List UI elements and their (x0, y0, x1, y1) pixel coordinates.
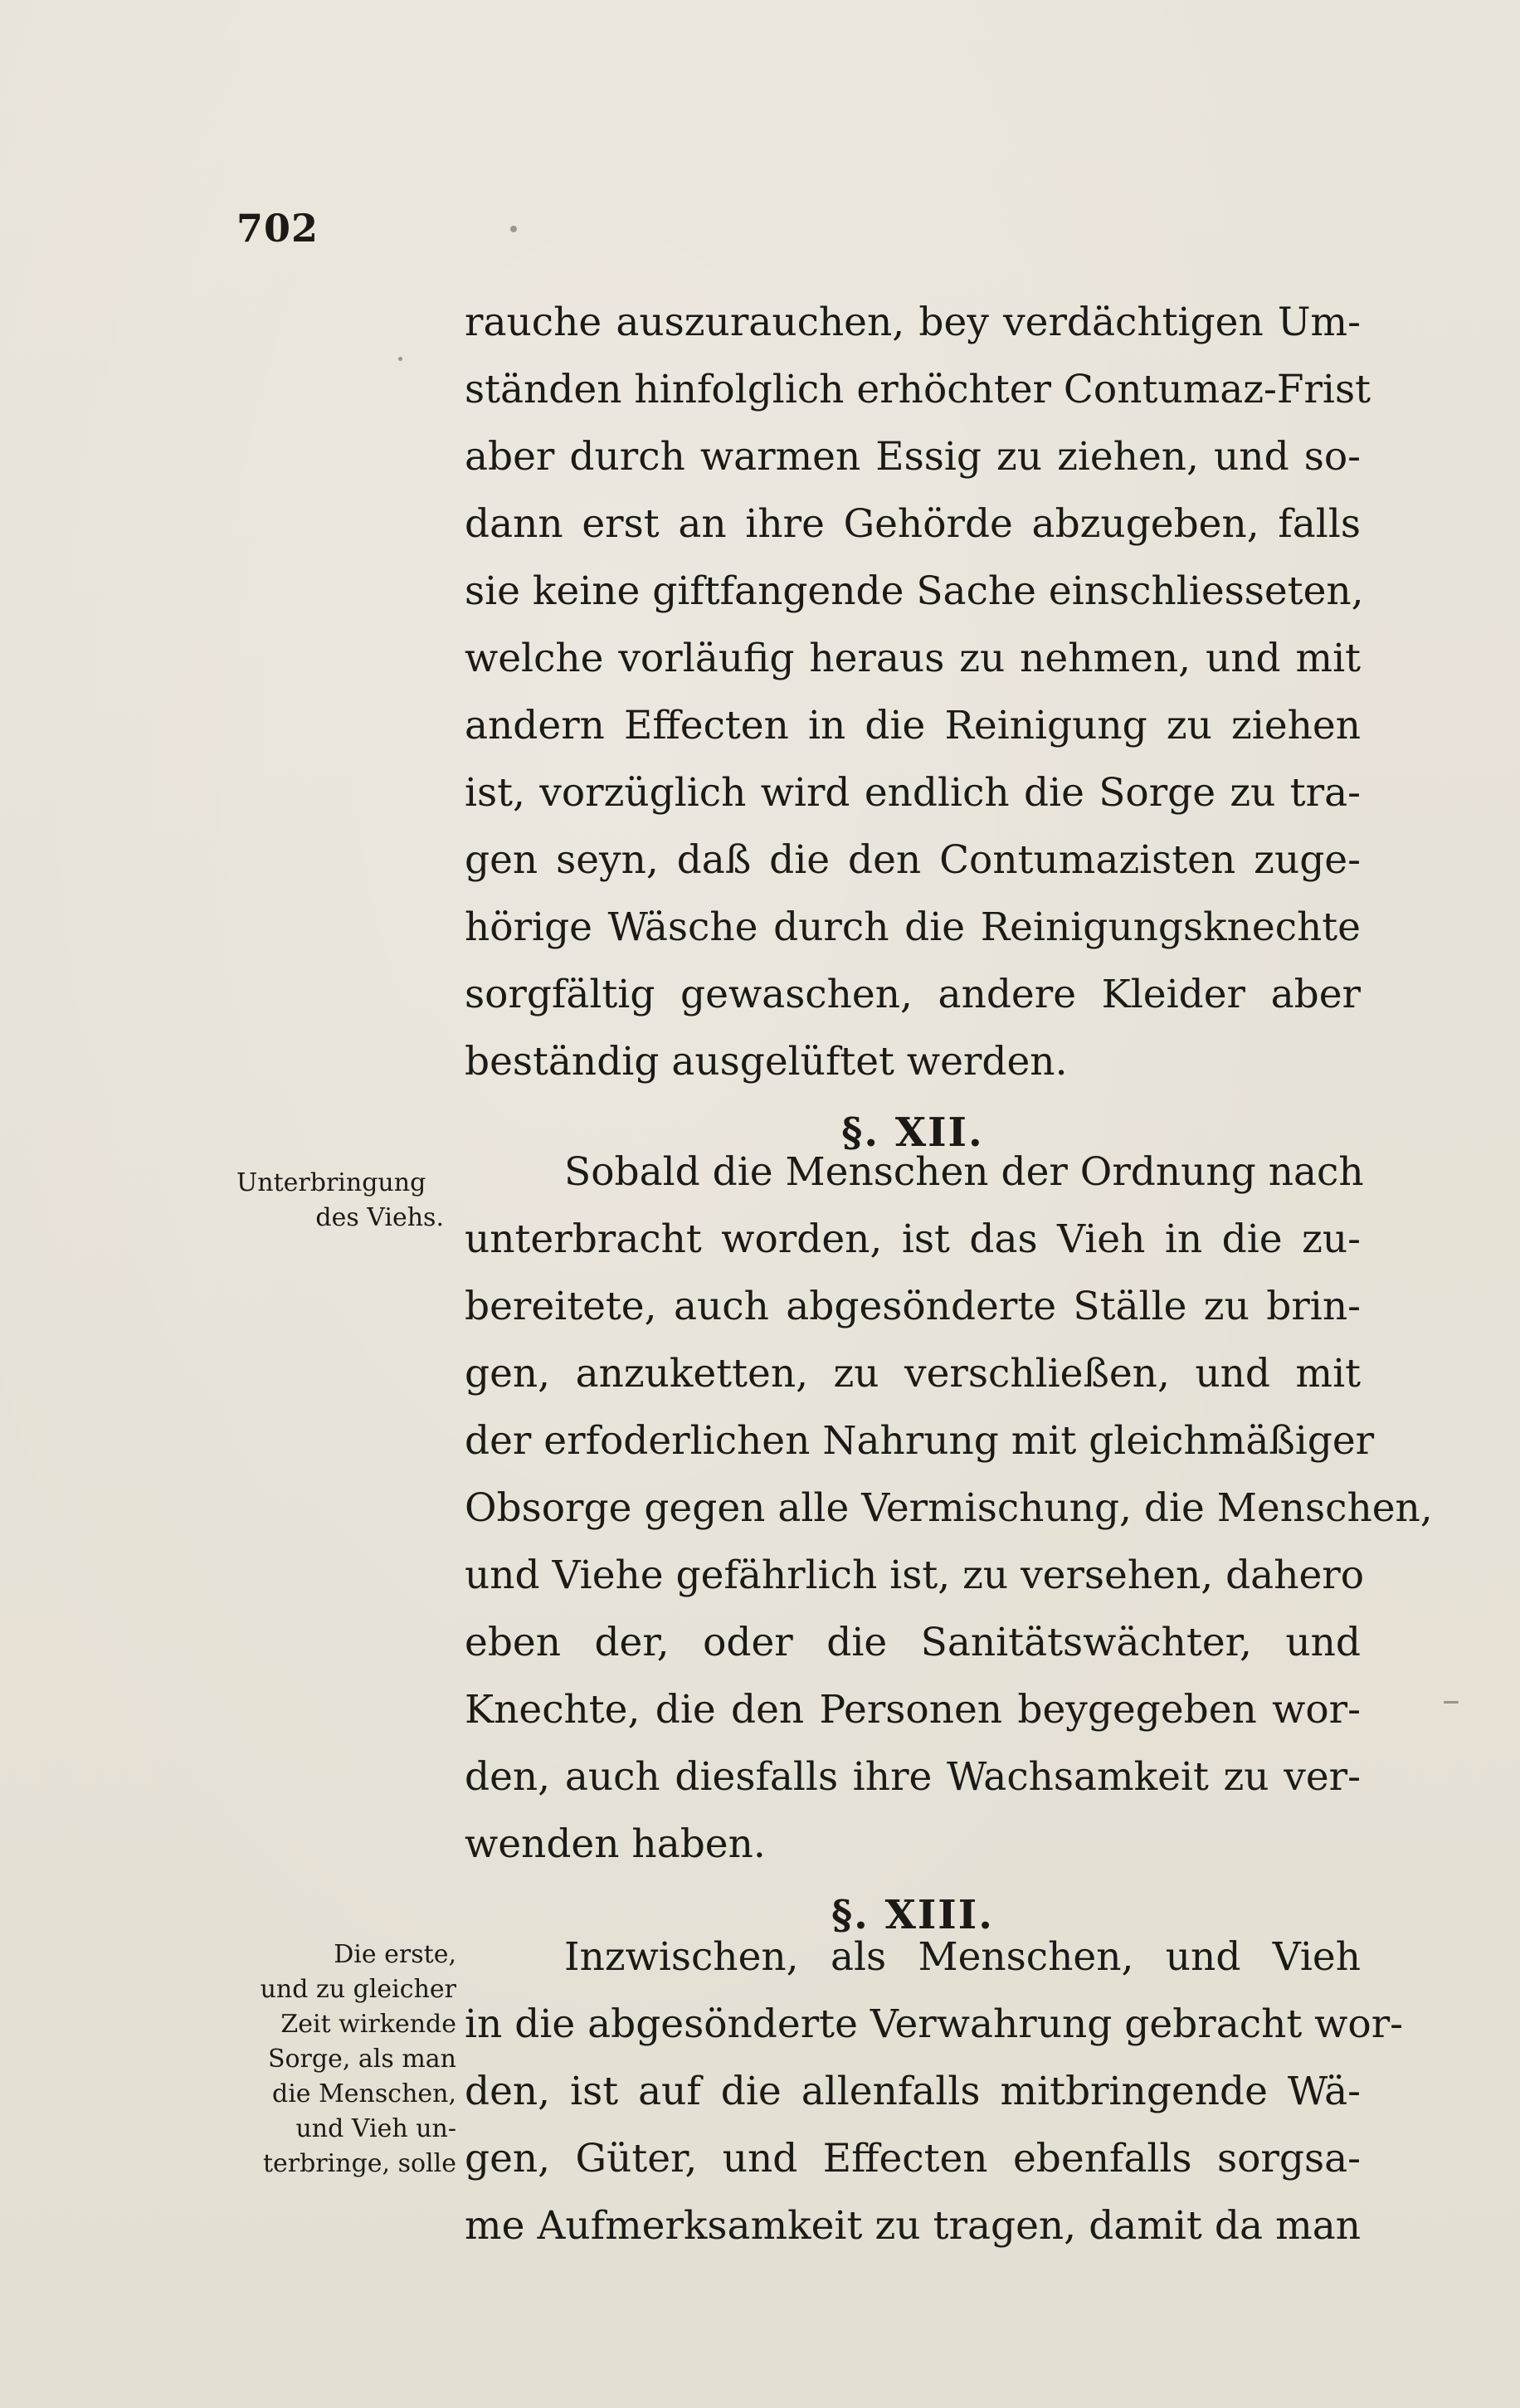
ink-speck (398, 357, 402, 361)
text-line: sie keine giftfangende Sache einschliesseten, (465, 568, 1364, 614)
paragraph-2 (465, 1138, 1433, 1952)
text-line: gen, Güter, und Effecten ebenfalls sorgsa- (465, 2136, 1361, 2181)
margin-note-line: die Menschen, (271, 2079, 456, 2108)
paragraph-1 (465, 289, 1371, 1170)
text-line: den, auch diesfalls ihre Wachsamkeit zu ver- (465, 1754, 1361, 1800)
margin-note-line: terbringe, solle (262, 2149, 456, 2178)
text-line: der erfoderlichen Nahrung mit gleichmäßiger (465, 1418, 1375, 1464)
ink-speck (1444, 1701, 1459, 1704)
page-number: 702 (236, 206, 319, 251)
text-line: ständen hinfolglich erhöchter Contumaz-Frist (465, 367, 1371, 412)
text-line: Obsorge gegen alle Vermischung, die Menschen, (465, 1485, 1433, 1531)
text-line: den, ist auf die allenfalls mitbringende Wä- (465, 2069, 1361, 2114)
text-line: eben der, oder die Sanitätswächter, und (465, 1620, 1361, 1665)
text-line: dann erst an ihre Gehörde abzugeben, falls (465, 501, 1361, 547)
margin-note-line: und zu gleicher (260, 1975, 456, 2004)
text-line: sorgfältig gewaschen, andere Kleider aber (465, 972, 1361, 1017)
section-heading: §. XIII. (831, 1892, 994, 1938)
margin-note-line: Unterbringung (236, 1168, 426, 1197)
text-line: andern Effecten in die Reinigung zu ziehen (465, 703, 1361, 748)
text-line: beständig ausgelüftet werden. (465, 1039, 1068, 1085)
text-line: me Aufmerksamkeit zu tragen, damit da man (465, 2203, 1361, 2249)
margin-note-line: Zeit wirkende (280, 2010, 456, 2039)
bleed-through-shadow (232, 490, 481, 738)
text-line: gen, anzuketten, zu verschließen, und mit (465, 1351, 1361, 1397)
text-line: und Viehe gefährlich ist, zu versehen, dahero (465, 1553, 1365, 1598)
text-line: welche vorläufig heraus zu nehmen, und mit (465, 636, 1361, 681)
margin-note-line: und Vieh un- (295, 2114, 456, 2143)
margin-note-die-erste (236, 1938, 456, 2181)
text-line: in die abgesönderte Verwahrung gebracht wor- (465, 2001, 1404, 2047)
text-line: bereitete, auch abgesönderte Ställe zu brin- (465, 1284, 1361, 1329)
section-heading: §. XII. (841, 1109, 984, 1156)
paragraph-3 (465, 1923, 1404, 2259)
text-line: ist, vorzüglich wird endlich die Sorge zu tra- (465, 770, 1361, 816)
text-line: wenden haben. (465, 1821, 766, 1867)
margin-note-line: Sorge, als man (267, 2045, 456, 2074)
text-line: Knechte, die den Personen beygegeben wor- (465, 1687, 1361, 1733)
text-line: hörige Wäsche durch die Reinigungsknechte (465, 904, 1361, 950)
text-line: unterbracht worden, ist das Vieh in die zu- (465, 1216, 1361, 1262)
margin-note-line: des Viehs. (315, 1203, 444, 1232)
text-line: Sobald die Menschen der Ordnung nach (564, 1149, 1364, 1195)
text-line: rauche auszurauchen, bey verdächtigen Um- (465, 300, 1361, 345)
margin-note-unterbringung (236, 1166, 444, 1236)
text-line: gen seyn, daß die den Contumazisten zuge- (465, 837, 1361, 883)
margin-note-line: Die erste, (334, 1940, 456, 1969)
text-line: aber durch warmen Essig zu ziehen, und so- (465, 434, 1361, 480)
ink-speck (510, 226, 517, 232)
text-line: Inzwischen, als Menschen, und Vieh (564, 1934, 1361, 1980)
